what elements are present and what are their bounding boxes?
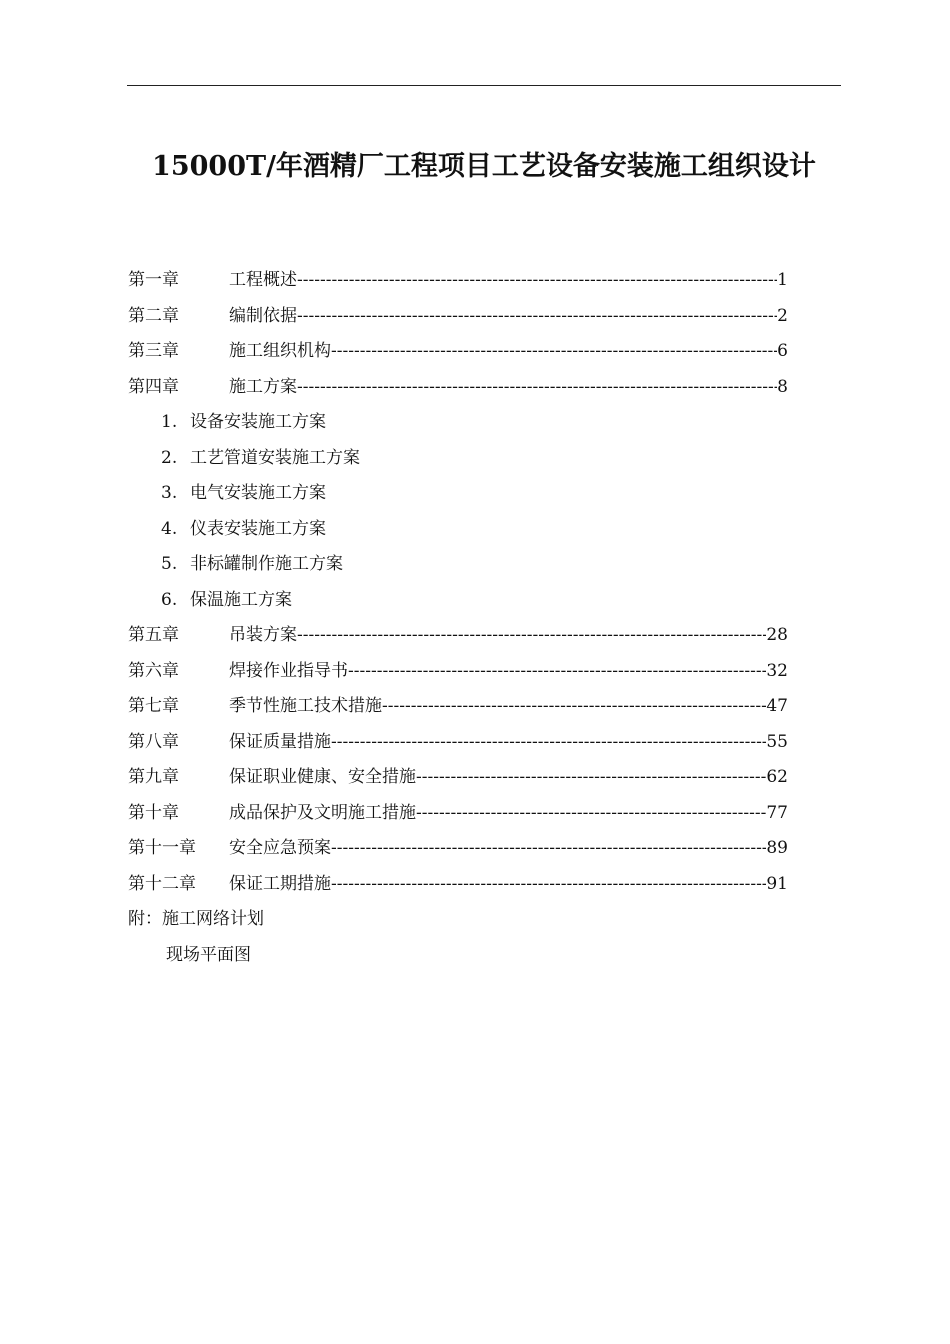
chapter-number: 第六章 <box>128 660 179 681</box>
toc-chapter-10[interactable] <box>128 796 788 832</box>
chapter-number: 第一章 <box>128 270 179 290</box>
sub-item-number: 2. <box>161 447 178 468</box>
chapter-page-number: 77 <box>766 802 788 823</box>
chapter-number: 第十二章 <box>128 873 196 894</box>
chapter-title: 保证职业健康、安全措施 <box>229 767 416 787</box>
toc-appendix[interactable] <box>128 902 788 938</box>
sub-item-number: 1. <box>161 412 178 432</box>
chapter-title: 编制依据 <box>229 305 297 326</box>
dot-leader <box>382 689 766 725</box>
toc-chapter-7[interactable] <box>128 689 788 725</box>
chapter-number: 第十章 <box>128 802 179 823</box>
chapter-number: 第二章 <box>128 305 179 326</box>
toc-sub-item-4[interactable] <box>128 512 788 548</box>
dot-leader <box>297 263 777 299</box>
sub-item-number: 4. <box>161 518 178 539</box>
dot-leader <box>331 334 777 370</box>
dot-leader <box>416 796 766 832</box>
toc-appendix-item-1[interactable] <box>128 938 788 974</box>
sub-item-title: 设备安装施工方案 <box>190 412 326 432</box>
toc-chapter-3[interactable] <box>128 334 788 370</box>
chapter-page-number: 32 <box>766 660 788 681</box>
chapter-title: 安全应急预案 <box>229 838 331 858</box>
chapter-page-number: 47 <box>766 696 788 716</box>
sub-item-number: 3. <box>161 483 178 503</box>
chapter-page-number: 62 <box>766 767 788 787</box>
chapter-number: 第九章 <box>128 767 179 787</box>
toc-sub-item-3[interactable] <box>128 476 788 512</box>
chapter-number: 第八章 <box>128 731 179 752</box>
toc-chapter-2[interactable] <box>128 299 788 335</box>
chapter-title: 焊接作业指导书 <box>229 660 348 681</box>
toc-chapter-9[interactable] <box>128 760 788 796</box>
dot-leader <box>331 867 766 903</box>
sub-item-title: 仪表安装施工方案 <box>190 518 326 539</box>
toc-chapter-1[interactable] <box>128 263 788 299</box>
toc-sub-item-5[interactable] <box>128 547 788 583</box>
chapter-number: 第四章 <box>128 376 179 397</box>
dot-leader <box>416 760 766 796</box>
chapter-title: 吊装方案 <box>229 625 297 645</box>
chapter-title: 保证工期措施 <box>229 873 331 894</box>
sub-item-title: 非标罐制作施工方案 <box>190 554 343 574</box>
appendix-item-title: 现场平面图 <box>166 944 251 965</box>
dot-leader <box>297 618 766 654</box>
chapter-number: 第五章 <box>128 625 179 645</box>
chapter-title: 施工组织机构 <box>229 341 331 361</box>
chapter-title: 成品保护及文明施工措施 <box>229 802 416 823</box>
header-rule <box>127 85 841 86</box>
sub-item-title: 电气安装施工方案 <box>190 483 326 503</box>
chapter-page-number: 2 <box>777 305 788 326</box>
appendix-label: 附：施工网络计划 <box>128 909 264 929</box>
dot-leader <box>297 370 777 406</box>
chapter-page-number: 6 <box>777 341 788 361</box>
toc-sub-item-6[interactable] <box>128 583 788 619</box>
dot-leader <box>331 831 766 867</box>
chapter-number: 第十一章 <box>128 838 196 858</box>
toc-chapter-4[interactable] <box>128 370 788 406</box>
dot-leader <box>348 654 766 690</box>
sub-item-title: 工艺管道安装施工方案 <box>190 447 360 468</box>
chapter-page-number: 28 <box>766 625 788 645</box>
sub-item-number: 6. <box>161 589 178 610</box>
chapter-title: 工程概述 <box>229 270 297 290</box>
toc-chapter-8[interactable] <box>128 725 788 761</box>
toc-chapter-5[interactable] <box>128 618 788 654</box>
document-title: 15000T/年酒精厂工程项目工艺设备安装施工组织设计 <box>152 151 816 182</box>
toc-sub-item-2[interactable] <box>128 441 788 477</box>
toc-chapter-6[interactable] <box>128 654 788 690</box>
toc-chapter-11[interactable] <box>128 831 788 867</box>
sub-item-number: 5. <box>161 554 178 574</box>
table-of-contents <box>128 263 788 973</box>
chapter-page-number: 91 <box>766 873 788 894</box>
chapter-title: 施工方案 <box>229 376 297 397</box>
chapter-title: 季节性施工技术措施 <box>229 696 382 716</box>
chapter-page-number: 8 <box>777 376 788 397</box>
sub-item-title: 保温施工方案 <box>190 589 292 610</box>
toc-chapter-12[interactable] <box>128 867 788 903</box>
chapter-number: 第七章 <box>128 696 179 716</box>
chapter-number: 第三章 <box>128 341 179 361</box>
dot-leader <box>331 725 766 761</box>
chapter-page-number: 89 <box>766 838 788 858</box>
chapter-page-number: 55 <box>766 731 788 752</box>
dot-leader <box>297 299 777 335</box>
chapter-page-number: 1 <box>777 270 788 290</box>
chapter-title: 保证质量措施 <box>229 731 331 752</box>
toc-sub-item-1[interactable] <box>128 405 788 441</box>
